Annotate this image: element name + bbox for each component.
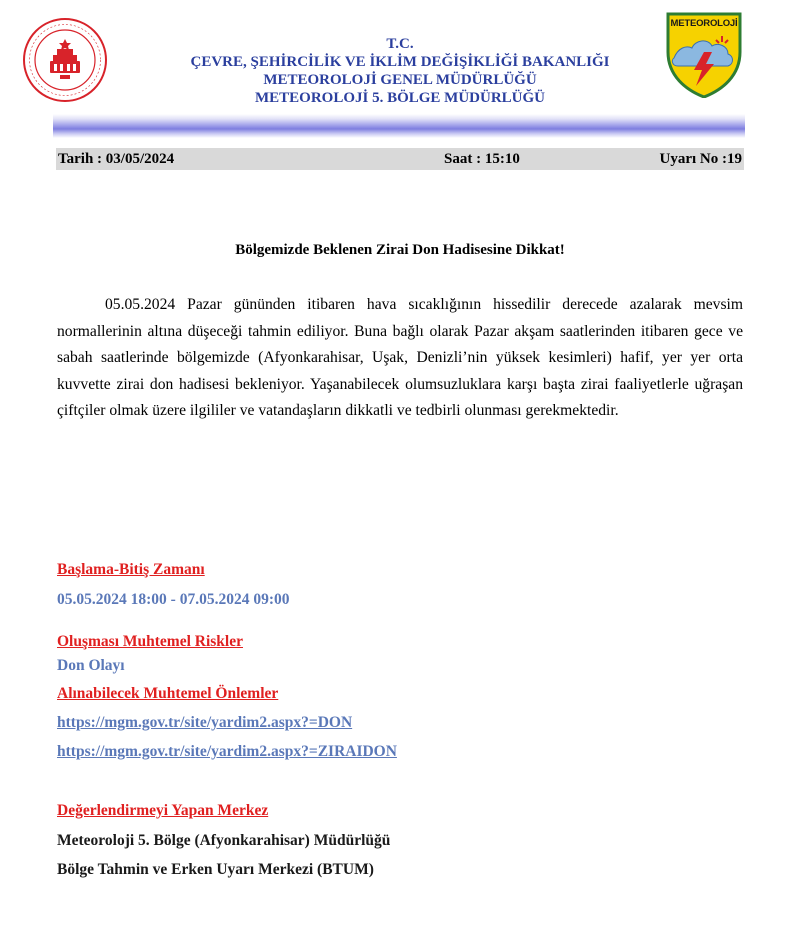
time-label: Saat : 15:10 [444, 151, 520, 167]
warning-number: Uyarı No :19 [659, 151, 742, 167]
warning-body: 05.05.2024 Pazar gününden itibaren hava sıcaklığının hissedilir derecede azalarak mevsim normallerinin altına düşeceği tahmin ediliyor. Buna bağlı olarak Pazar akşam saatlerinden itibaren gece ve sabah saatlerinde bölgemizde (Afyonkarahisar, Uşak, Denizli’nin yüksek kesimleri) hafif, yer yer orta kuvvette zirai don hadisesi bekleniyor. Yaşanabilecek olumsuzluklara karşı başta zirai faaliyetlerle uğraşan çiftçiler olmak üzere ilgililer ve vatandaşların dikkatli ve tedbirli olunması gerekmektedir. [57, 296, 743, 419]
time-heading: Başlama-Bitiş Zamanı [57, 561, 205, 578]
header-divider-bar [53, 114, 745, 138]
link-don[interactable]: https://mgm.gov.tr/site/yardim2.aspx?=DON [57, 714, 353, 731]
header-tc: T.C. [386, 36, 414, 52]
center-heading: Değerlendirmeyi Yapan Merkez [57, 802, 269, 819]
letterhead [0, 35, 800, 107]
info-row [56, 148, 744, 170]
risk-value: Don Olayı [57, 657, 125, 674]
center-unit: Bölge Tahmin ve Erken Uyarı Merkezi (BTUM) [57, 861, 374, 878]
header-directorate: METEOROLOJİ GENEL MÜDÜRLÜĞÜ [263, 72, 537, 88]
measures-heading: Alınabilecek Muhtemel Önlemler [57, 685, 279, 702]
risk-heading: Oluşması Muhtemel Riskler [57, 633, 243, 650]
center-name: Meteoroloji 5. Bölge (Afyonkarahisar) Müdürlüğü [57, 832, 391, 849]
link-ziraidon[interactable]: https://mgm.gov.tr/site/yardim2.aspx?=ZIRAIDON [57, 743, 397, 760]
header-ministry: ÇEVRE, ŞEHİRCİLİK VE İKLİM DEĞİŞİKLİĞİ BAKANLIĞI [190, 54, 610, 70]
time-value: 05.05.2024 18:00 - 07.05.2024 09:00 [57, 591, 290, 608]
date-label: Tarih : 03/05/2024 [58, 151, 175, 167]
warning-title: Bölgemizde Beklenen Zirai Don Hadisesine Dikkat! [235, 242, 565, 258]
meteoroloji-logo-text: METEOROLOJİ [670, 18, 738, 29]
header-region: METEOROLOJİ 5. BÖLGE MÜDÜRLÜĞÜ [254, 90, 546, 106]
